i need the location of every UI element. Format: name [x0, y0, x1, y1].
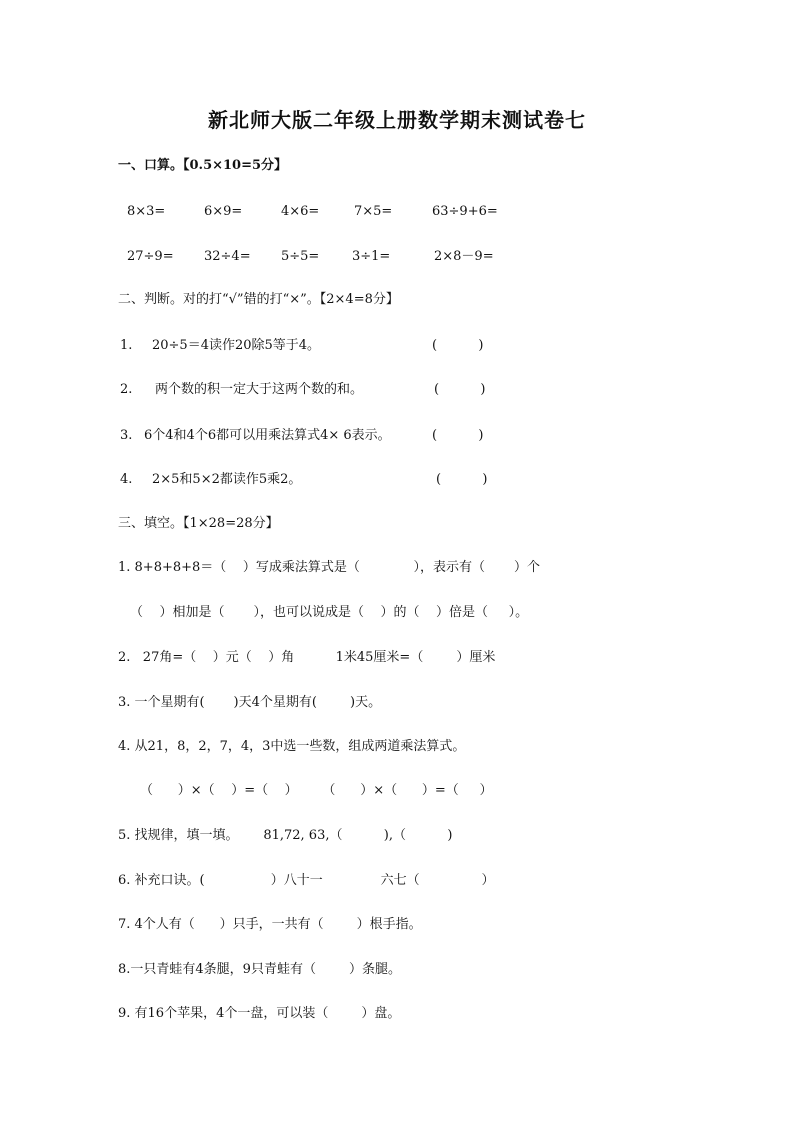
oral-calc-item: 3÷1= [352, 249, 391, 264]
oral-calc-item: 5÷5= [281, 249, 320, 264]
oral-calc-item: 6×9= [204, 204, 243, 219]
oral-calc-item: 7×5= [354, 204, 393, 219]
answer-parentheses[interactable]: ( ) [432, 338, 484, 353]
oral-calc-item: 32÷4= [204, 249, 251, 264]
judge-item-text: 6个4和4个6都可以用乘法算式4× 6表示。 [144, 428, 391, 443]
section-3-heading: 三、填空。【1×28=28分】 [118, 516, 279, 531]
judge-item-number: 3. [120, 428, 133, 443]
fill-question-1-continued: （ ）相加是（ ），也可以说成是（ ）的（ ）倍是（ ）。 [130, 605, 529, 620]
fill-question-4: 4. 从21，8，2，7，4，3中选一些数，组成两道乘法算式。 [118, 739, 466, 754]
judge-item-text: 20÷5＝4读作20除5等于4。 [152, 338, 321, 353]
answer-parentheses[interactable]: ( ) [436, 472, 488, 487]
fill-question-2: 2. 27角=（ ）元（ ）角 1米45厘米=（ ）厘米 [118, 650, 496, 665]
judge-item-text: 两个数的积一定大于这两个数的和。 [155, 382, 364, 397]
page-title: 新北师大版二年级上册数学期末测试卷七 [208, 108, 586, 132]
oral-calc-item: 63÷9+6= [432, 204, 498, 219]
section-1-heading: 一、口算。【0.5×10=5分】 [118, 158, 288, 173]
answer-parentheses[interactable]: ( ) [434, 382, 486, 397]
judge-item-number: 1. [120, 338, 133, 353]
fill-question-7: 7. 4个人有（ ）只手，一共有（ ）根手指。 [118, 917, 422, 932]
oral-calc-item: 27÷9= [127, 249, 174, 264]
fill-question-4-equations: （ ）×（ ）=（ ） （ ）×（ ）=（ ） [140, 783, 493, 798]
oral-calc-item: 4×6= [281, 204, 320, 219]
section-2-heading: 二、判断。对的打“√”错的打“×”。【2×4=8分】 [118, 292, 399, 307]
judge-item-text: 2×5和5×2都读作5乘2。 [152, 472, 302, 487]
oral-calc-item: 2×8－9= [434, 249, 494, 264]
fill-question-5: 5. 找规律，填一填。 81,72, 63,（ ),（ ) [118, 828, 453, 843]
fill-question-6: 6. 补充口诀。( ）八十一 六七（ ） [118, 873, 495, 888]
fill-question-3: 3. 一个星期有( )天4个星期有( )天。 [118, 695, 382, 710]
judge-item-number: 2. [120, 382, 133, 397]
fill-question-1: 1. 8+8+8+8＝（ ）写成乘法算式是（ ），表示有（ ）个 [118, 560, 540, 575]
judge-item-number: 4. [120, 472, 133, 487]
answer-parentheses[interactable]: ( ) [432, 428, 484, 443]
fill-question-9: 9. 有16个苹果，4个一盘，可以装（ ）盘。 [118, 1006, 401, 1021]
oral-calc-item: 8×3= [127, 204, 166, 219]
fill-question-8: 8.一只青蛙有4条腿，9只青蛙有（ ）条腿。 [118, 962, 402, 977]
